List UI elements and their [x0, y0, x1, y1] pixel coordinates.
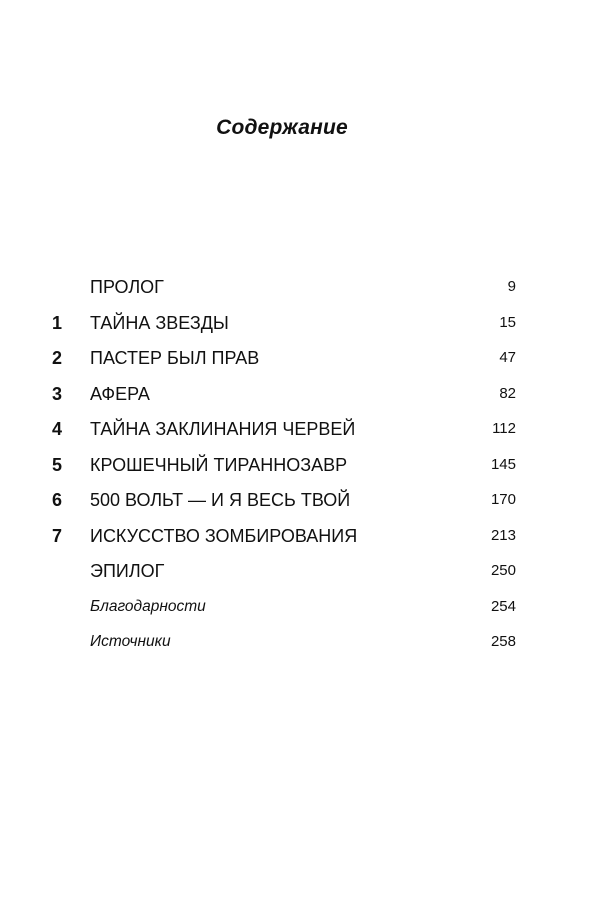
chapter-number: 1 — [52, 312, 63, 333]
chapter-title: Благодарности — [90, 597, 206, 615]
chapter-title: Источники — [90, 633, 171, 650]
chapter-title: 500 ВОЛЬТ — И Я ВЕСЬ ТВОЙ — [90, 490, 351, 510]
chapter-number: 6 — [52, 490, 63, 510]
page-number: 145 — [490, 455, 516, 473]
chapter-title: КРОШЕЧНЫЙ ТИРАННОЗАВР — [90, 454, 348, 475]
page-number: 9 — [507, 278, 516, 295]
page-number: 170 — [490, 491, 516, 508]
page-number: 82 — [499, 384, 516, 402]
chapter-title: ЭПИЛОГ — [90, 561, 165, 581]
page-number: 112 — [492, 420, 516, 437]
toc-entry-epilogue — [52, 557, 516, 593]
page-number: 15 — [499, 313, 516, 331]
chapter-number: 5 — [52, 454, 63, 475]
toc-entry-chapter-6 — [52, 486, 516, 522]
chapter-number: 3 — [52, 383, 63, 404]
chapter-number: 7 — [52, 525, 63, 546]
page-number: 47 — [499, 349, 516, 366]
toc-entry-chapter-4 — [52, 415, 516, 451]
toc-entry-chapter-2 — [52, 344, 516, 380]
page-number: 213 — [490, 526, 516, 544]
toc-entry-prologue — [52, 273, 516, 309]
table-of-contents — [52, 273, 516, 664]
toc-entry-chapter-1 — [52, 309, 516, 345]
chapter-title: АФЕРА — [90, 383, 150, 404]
chapter-title: ПАСТЕР БЫЛ ПРАВ — [90, 348, 260, 368]
page-number: 254 — [490, 597, 516, 615]
chapter-number: 2 — [52, 348, 63, 368]
toc-entry-acknowledgements — [52, 593, 516, 629]
toc-entry-chapter-3 — [52, 380, 516, 416]
chapter-number: 4 — [52, 419, 63, 439]
page-number: 250 — [490, 562, 516, 579]
toc-entry-chapter-7 — [52, 522, 516, 558]
chapter-title: ПРОЛОГ — [90, 277, 164, 297]
toc-entry-chapter-5 — [52, 451, 516, 487]
chapter-title: ИСКУССТВО ЗОМБИРОВАНИЯ — [90, 525, 358, 546]
page-title: Содержание — [216, 116, 348, 139]
chapter-title: ТАЙНА ЗАКЛИНАНИЯ ЧЕРВЕЙ — [90, 419, 356, 439]
chapter-title: ТАЙНА ЗВЕЗДЫ — [90, 312, 229, 333]
page-number: 258 — [490, 633, 516, 650]
toc-entry-sources — [52, 628, 516, 664]
